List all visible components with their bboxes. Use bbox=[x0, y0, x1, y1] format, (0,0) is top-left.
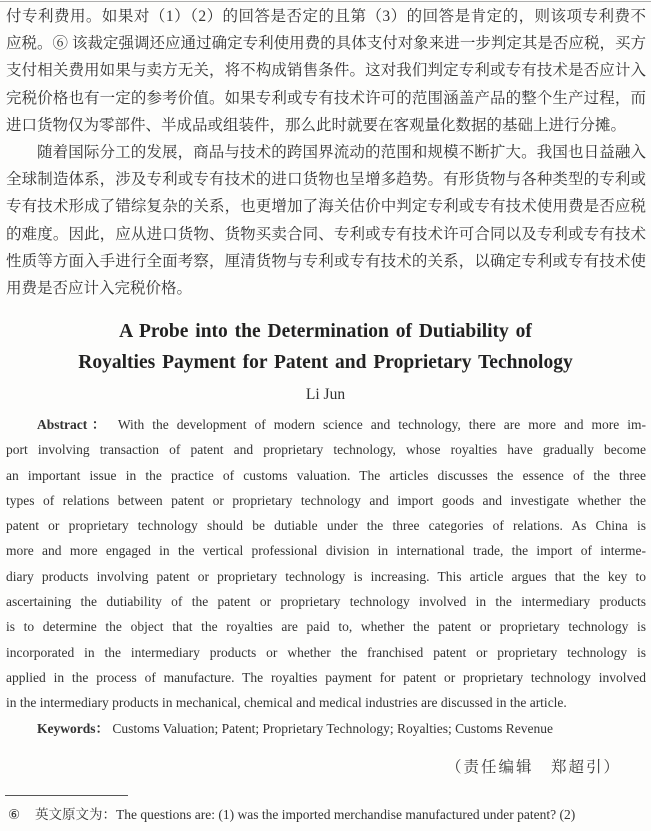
article-title-line1: A Probe into the Determination of Dutiability of bbox=[119, 321, 532, 342]
cn-para2-line: 的难度。因此，应从进口货物、货物买卖合同、专利或专有技术许可合同以及专利或专有技术 bbox=[6, 225, 646, 243]
cn-para2-line: 用费是否应计入完税价格。 bbox=[6, 279, 193, 297]
abstract-line: ascertaining the dutiability of the patent or proprietary technology involved in the intermediary products bbox=[6, 594, 646, 610]
abstract-label: Abstract bbox=[37, 417, 88, 432]
article-title bbox=[0, 316, 651, 378]
article-title-line2: Royalties Payment for Patent and Proprietary Technology bbox=[78, 352, 573, 373]
footnote-marker: ⑥ bbox=[8, 807, 21, 822]
abstract-line: is to determine the object that the royalties are paid to, whether the patent or proprietary technology is bbox=[6, 619, 646, 635]
cn-para2-line: 性质等方面入手进行全面考察，厘清货物与专利或专有技术的关系，以确定专利或专有技术使 bbox=[6, 252, 646, 270]
abstract-line: applied in the process of manufacture. The royalties payment for patent or proprietary technology involved bbox=[6, 669, 646, 685]
abstract-line-text: With the development of modern science and technology, there are more and more im- bbox=[117, 417, 646, 432]
cn-para1-line: 应税。⑥ 该裁定强调还应通过确定专利使用费的具体支付对象来进一步判定其是否应税，买方 bbox=[6, 35, 646, 53]
abstract-line: more and more engaged in the vertical professional division in international trade, the import of interme- bbox=[6, 543, 646, 559]
abstract-line: in the intermediary products in mechanical, chemical and medical industries are discussed in the article. bbox=[6, 695, 567, 711]
chinese-body-text bbox=[6, 3, 646, 302]
abstract-line: diary products involving patent or proprietary technology is increasing. This article argues that the key to bbox=[6, 568, 646, 584]
abstract-line bbox=[6, 412, 646, 437]
cn-para1-line: 进口货物仅为零部件、半成品或组装件，那么此时就要在客观量化数据的基础上进行分摊。 bbox=[6, 116, 627, 134]
cn-para1-line: 支付相关费用如果与卖方无关，将不构成销售条件。这对我们判定专利或专有技术是否应计入 bbox=[6, 62, 646, 80]
footnote bbox=[8, 805, 645, 824]
editor-note: （责任编辑 郑超引） bbox=[445, 759, 621, 776]
cn-para1-line: 付专利费用。如果对（1）（2）的回答是否定的且第（3）的回答是肯定的，则该项专利费不 bbox=[6, 8, 646, 25]
cn-para2-line: 全球制造体系，涉及专利或专有技术的进口货物也呈增多趋势。有形货物与各种类型的专利或 bbox=[6, 171, 646, 189]
abstract-line: patent or proprietary technology should be dutiable under the three categories of relations. As China is bbox=[6, 518, 646, 534]
abstract-line: port involving transaction of patent and proprietary technology, whose royalties have gradually become bbox=[6, 442, 646, 458]
abstract-line: incorporated in the intermediary products or whether the franchised patent or proprietary technology is bbox=[6, 644, 646, 660]
footnote-text: 英文原文为：The questions are: (1) was the imported merchandise manufactured under patent? (2) bbox=[35, 807, 576, 822]
keywords-text: Customs Valuation; Patent; Proprietary Technology; Royalties; Customs Revenue bbox=[112, 720, 554, 736]
cn-para2-line: 随着国际分工的发展，商品与技术的跨国界流动的范围和规模不断扩大。我国也日益融入 bbox=[37, 143, 646, 161]
abstract-line: types of relations between patent or proprietary technology and import goods and investigate whether the bbox=[6, 492, 646, 508]
keywords-line bbox=[6, 716, 646, 741]
page-top-edge-line bbox=[0, 1, 651, 2]
abstract-colon: ： bbox=[87, 417, 111, 432]
abstract-line: an important issue in the practice of customs valuation. The articles discusses the essence of the three bbox=[6, 467, 646, 483]
keywords-colon: ： bbox=[95, 720, 109, 736]
abstract-section bbox=[6, 412, 646, 741]
cn-para1-line: 完税价格也有一定的参考价值。如果专利或专有技术许可的范围涵盖产品的整个生产过程，而 bbox=[6, 89, 646, 107]
footnote-separator-rule bbox=[5, 795, 128, 796]
cn-para2-line: 专有技术形成了错综复杂的关系，也更增加了海关估价中判定专利或专有技术使用费是否应税 bbox=[6, 198, 646, 216]
keywords-label: Keywords bbox=[37, 720, 96, 736]
author-name: Li Jun bbox=[305, 386, 346, 403]
